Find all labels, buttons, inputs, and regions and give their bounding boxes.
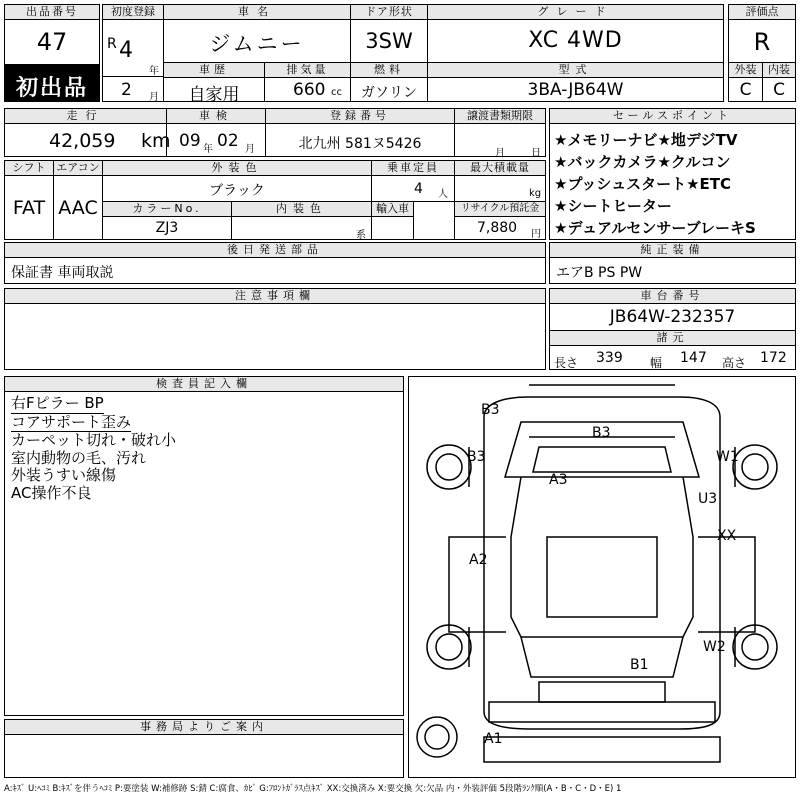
- mileage: 42,059: [49, 130, 116, 152]
- later-items-header: 後日発送部品: [4, 242, 546, 258]
- spec-width-label: 幅: [650, 356, 663, 370]
- damage-mark: B1: [630, 657, 649, 673]
- inspector-note: 室内動物の毛、汚れ: [11, 448, 147, 467]
- office-header: 事務局よりご案内: [4, 719, 404, 735]
- shift-cell: [4, 175, 54, 240]
- displacement: 660: [293, 80, 326, 100]
- inspection-cell: [166, 123, 266, 157]
- wheel-front-left: [427, 445, 471, 489]
- first-reg-month-unit: 月: [149, 92, 159, 103]
- inspector-note: 右Fピラー BP: [11, 394, 104, 412]
- spec-height: 172: [760, 350, 787, 366]
- blank-cell: [413, 201, 455, 240]
- car-diagram: [408, 376, 796, 778]
- cabin-outline: [511, 477, 693, 637]
- lot-no: 47: [36, 28, 68, 56]
- max-load-unit: kg: [529, 188, 542, 199]
- plate-cell: [265, 123, 455, 157]
- max-load-header: 最大積載量: [454, 160, 546, 176]
- sales-point: ★シートヒーター: [554, 197, 672, 215]
- first-reg-cell: [102, 19, 164, 77]
- genuine-equip-header: 純正装備: [549, 242, 796, 258]
- chassis: JB64W-232357: [609, 307, 736, 327]
- damage-mark: A2: [469, 552, 488, 568]
- type-header: 型式: [427, 62, 724, 78]
- max-load-cell: [454, 175, 546, 202]
- first-reg-month: 2: [121, 80, 132, 100]
- inspector-cell: [4, 391, 404, 716]
- spec-length-label: 長さ: [554, 356, 579, 370]
- damage-mark: U3: [698, 491, 718, 507]
- import-cell: [371, 216, 414, 240]
- chassis-cell: [549, 303, 796, 331]
- bottom-bumper: [484, 737, 720, 762]
- legend: A:ｷｽﾞ U:ﾍｺﾐ B:ｷｽﾞを伴うﾍｺﾐ P:要塗装 W:補修跡 S:錆 C:腐食、ｶﾋﾞ G:ﾌﾛﾝﾄｶﾞﾗｽ点ｷｽﾞ XX:交換済み X:要交換 欠:欠品 内・外装評価 5段階ﾗﾝｸ順(A・B・C・D・E) 1: [4, 784, 622, 794]
- transfer-due-cell: [454, 123, 546, 157]
- lot-no-cell: [4, 19, 100, 65]
- displacement-header: 排気量: [264, 62, 351, 78]
- ac-header: エアコン: [53, 160, 103, 176]
- later-items: 保証書 車両取説: [11, 265, 114, 281]
- type-cell: [427, 77, 724, 102]
- ext-color-cell: [102, 175, 372, 202]
- damage-mark: B3: [592, 425, 611, 441]
- int-color-header: 内装色: [231, 201, 372, 217]
- transfer-due-header: 譲渡書類期限: [454, 108, 546, 124]
- sales-point: ★デュアルセンサーブレーキS: [554, 219, 756, 237]
- spec-length: 339: [596, 350, 623, 366]
- chassis-header: 車台番号: [549, 288, 796, 304]
- damage-mark: XX: [717, 528, 737, 544]
- type: 3BA-JB64W: [527, 80, 624, 100]
- displacement-unit: cc: [331, 87, 342, 98]
- spare-wheel: [417, 717, 457, 757]
- damage-mark: A1: [484, 731, 503, 747]
- int-color-suffix: 系: [356, 230, 366, 241]
- inspection-year: 09: [179, 131, 201, 151]
- inspector-notes: [11, 395, 176, 502]
- inspector-note: AC操作不良: [11, 483, 92, 502]
- score-cell: [728, 19, 796, 63]
- wheel-front-right: [733, 445, 777, 489]
- import-header: 輸入車: [371, 201, 414, 217]
- displacement-cell: [264, 77, 351, 102]
- fuel-cell: [350, 77, 428, 102]
- history-cell: [163, 77, 265, 105]
- genuine-equip-cell: [549, 257, 796, 284]
- plate: 北九州 581ヌ5426: [298, 136, 422, 152]
- capacity-cell: [371, 175, 455, 202]
- inspector-note: カーペット切れ・破れ小: [11, 431, 177, 449]
- plate-header: 登録番号: [265, 108, 455, 124]
- inspection-month: 02: [217, 131, 239, 151]
- specs-cell: [549, 345, 796, 370]
- inspector-header: 検査員記入欄: [4, 376, 404, 392]
- exterior-score: C: [739, 80, 752, 100]
- office-cell: [4, 734, 404, 778]
- mileage-unit: km: [141, 130, 171, 152]
- inspector-note: コアサポート歪み: [11, 412, 132, 431]
- color-no-header: カラーNo.: [102, 201, 232, 217]
- spec-height-label: 高さ: [722, 356, 747, 370]
- door-type: 3SW: [365, 29, 413, 53]
- shift-header: シフト: [4, 160, 54, 176]
- recycle-cell: [454, 216, 546, 240]
- grade: XC 4WD: [528, 28, 623, 53]
- later-items-cell: [4, 257, 546, 284]
- score: R: [753, 28, 771, 56]
- capacity-unit: 人: [438, 189, 448, 200]
- damage-mark: W2: [703, 639, 726, 655]
- ac-cell: [53, 175, 103, 240]
- inspection-month-unit: 月: [245, 144, 255, 155]
- capacity-header: 乗車定員: [371, 160, 455, 176]
- damage-mark: B3: [467, 449, 486, 465]
- transfer-due-month: 月: [495, 148, 505, 159]
- sales-points-list: [554, 129, 756, 239]
- interior-score-cell: [762, 77, 796, 102]
- notes-cell: [4, 303, 546, 370]
- notes-header: 注意事項欄: [4, 288, 546, 304]
- mileage-cell: [4, 123, 171, 157]
- sales-point: ★プッシュスタート★ETC: [554, 175, 732, 193]
- first-reg-year-unit: 年: [149, 66, 159, 77]
- history: 自家用: [188, 85, 240, 105]
- first-reg-month-cell: [102, 76, 164, 102]
- color-no-cell: [102, 216, 232, 240]
- spec-width: 147: [680, 350, 707, 366]
- recycle: 7,880: [477, 220, 518, 236]
- interior-score: C: [773, 80, 785, 100]
- damage-mark: W1: [716, 449, 739, 465]
- grade-cell: [427, 19, 724, 63]
- lot-no-header: 出品番号: [4, 4, 100, 20]
- exterior-header: 外装: [728, 62, 763, 78]
- first-reg-header: 初度登録: [102, 4, 164, 20]
- rear-outline: [539, 682, 665, 702]
- sales-points-header: セールスポイント: [549, 108, 796, 124]
- ac: AAC: [58, 197, 98, 219]
- door-cell: [350, 19, 428, 63]
- grade-header: グレード: [427, 4, 724, 20]
- rear-bumper: [489, 702, 715, 722]
- ext-color-header: 外装色: [102, 160, 372, 176]
- specs-header: 諸元: [549, 330, 796, 346]
- inspection-header: 車検: [166, 108, 266, 124]
- recycle-header: リサイクル預託金: [454, 201, 546, 217]
- ext-color: ブラック: [209, 183, 265, 199]
- exterior-score-cell: [728, 77, 763, 102]
- model-cell: [163, 19, 351, 63]
- capacity: 4: [414, 181, 423, 197]
- first-listing-text: 初出品: [15, 76, 88, 101]
- fuel: ガソリン: [361, 85, 417, 101]
- inspection-year-unit: 年: [203, 144, 213, 155]
- sales-point: ★メモリーナビ★地デジTV: [554, 131, 738, 149]
- inspector-note: 外装うすい線傷: [11, 466, 117, 484]
- recycle-unit: 円: [531, 229, 541, 240]
- transfer-due-day: 日: [531, 148, 541, 159]
- sales-point: ★バックカメラ★クルコン: [554, 153, 731, 171]
- color-no: ZJ3: [155, 220, 179, 236]
- damage-mark: A3: [549, 472, 568, 488]
- interior-header: 内装: [762, 62, 796, 78]
- int-color-cell: [231, 216, 372, 240]
- damage-mark: B3: [481, 402, 500, 418]
- sales-points-cell: [549, 123, 796, 240]
- history-header: 車歴: [163, 62, 265, 78]
- roof-outline: [547, 537, 657, 617]
- first-reg-year: 4: [119, 38, 133, 63]
- fuel-header: 燃料: [350, 62, 428, 78]
- door-header: ドア形状: [350, 4, 428, 20]
- shift: FAT: [12, 197, 46, 219]
- genuine-equip: エアB PS PW: [556, 265, 643, 281]
- model-header: 車名: [163, 4, 351, 20]
- first-listing-badge: [4, 64, 100, 102]
- first-reg-era: R: [107, 36, 117, 52]
- model-name: ジムニー: [209, 32, 305, 56]
- mileage-header: 走行: [4, 108, 167, 124]
- score-header: 評価点: [728, 4, 796, 20]
